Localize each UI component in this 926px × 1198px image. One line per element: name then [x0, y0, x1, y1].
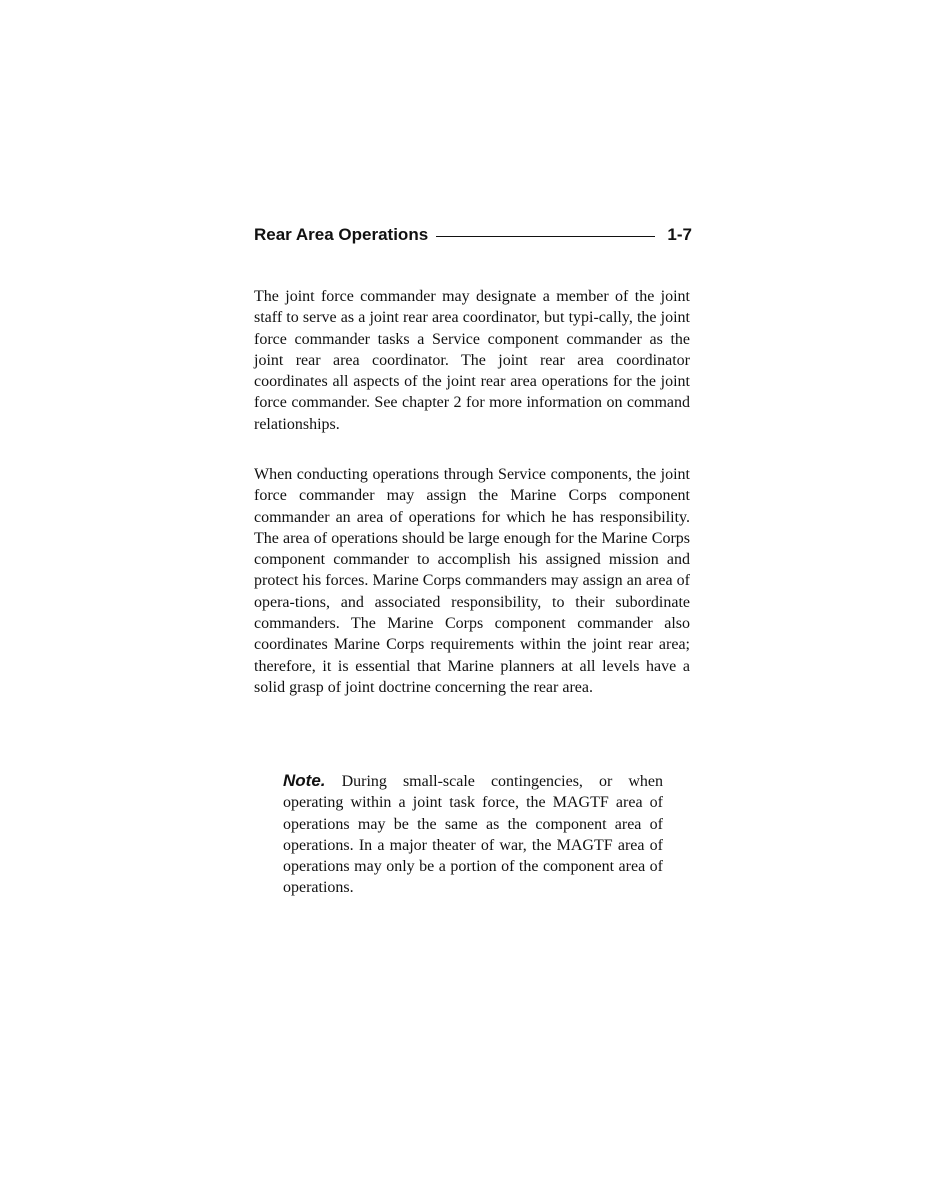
page-header — [254, 224, 692, 246]
note-block — [283, 770, 663, 899]
paragraph-joint-rear-area-coordinator: The joint force commander may designate a member of the joint staff to serve as a joint rear area coordinator, but typi-cally, the joint force commander tasks a Service component commander as the joint rear area coordinator. The joint rear area coordinator coordinates all aspects of the joint rear area operations for the joint force commander. See chapter 2 for more information on command relationships. — [254, 288, 690, 433]
page-number: 1-7 — [667, 225, 692, 244]
section-title: Rear Area Operations — [254, 225, 429, 244]
note-text: During small-scale contingencies, or when operating within a joint task force, the MAGTF area of operations may be the same as the component area of operations. In a major theater of war, the MAGTF area of operations may only be a portion of the component area of operations. — [283, 773, 664, 897]
header-rule — [436, 236, 655, 237]
paragraph-service-components: When conducting operations through Service components, the joint force commander may assign the Marine Corps component commander an area of operations for which he has responsibility. The area of operations should be large enough for the Marine Corps component commander to accomplish his assigned mission and protect his forces. Marine Corps commanders may assign an area of opera-tions, and associated responsibility, to their subordinate commanders. The Marine Corps component commander also coordinates Marine Corps requirements within the joint rear area; therefore, it is essential that Marine planners at all levels have a solid grasp of joint doctrine concerning the rear area. — [254, 466, 690, 696]
note-label: Note. — [283, 771, 326, 790]
